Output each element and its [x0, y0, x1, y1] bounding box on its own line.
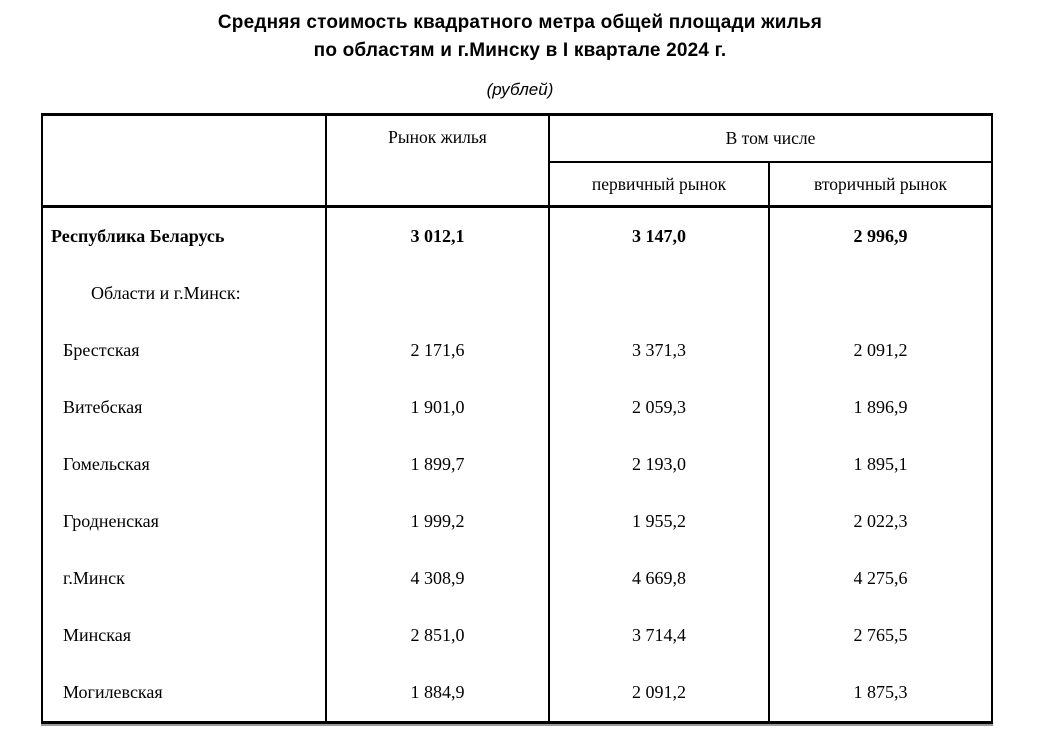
table-header — [42, 115, 992, 207]
value-primary: 2 059,3 — [549, 379, 769, 436]
value-market: 1 899,7 — [326, 436, 549, 493]
value-market: 1 901,0 — [326, 379, 549, 436]
value-primary — [549, 265, 769, 322]
row-label: Могилевская — [42, 664, 326, 723]
table-row-gomelskaya — [42, 436, 992, 493]
table-row-minskaya — [42, 607, 992, 664]
table-row-mogilevskaya — [42, 664, 992, 723]
value-primary: 2 091,2 — [549, 664, 769, 723]
value-primary: 1 955,2 — [549, 493, 769, 550]
section-label: Области и г.Минск: — [42, 265, 326, 322]
value-primary: 3 714,4 — [549, 607, 769, 664]
table-body — [42, 207, 992, 723]
row-label: Гомельская — [42, 436, 326, 493]
row-label: Республика Беларусь — [42, 207, 326, 266]
value-market: 2 851,0 — [326, 607, 549, 664]
col-header-including: В том числе — [549, 115, 992, 163]
value-secondary: 2 996,9 — [769, 207, 992, 266]
value-market: 2 171,6 — [326, 322, 549, 379]
value-primary: 3 371,3 — [549, 322, 769, 379]
value-primary: 3 147,0 — [549, 207, 769, 266]
page-title-line1: Средняя стоимость квадратного метра общей площади жилья — [217, 12, 823, 33]
value-secondary: 2 022,3 — [769, 493, 992, 550]
corner-cell — [42, 115, 326, 207]
row-label: г.Минск — [42, 550, 326, 607]
value-primary: 2 193,0 — [549, 436, 769, 493]
value-primary: 4 669,8 — [549, 550, 769, 607]
housing-price-table — [41, 113, 993, 724]
table-row-grodnenskaya — [42, 493, 992, 550]
table-row-minsk-city — [42, 550, 992, 607]
value-market — [326, 265, 549, 322]
table-row-republic-belarus — [42, 207, 992, 266]
units-note: (рублей) — [486, 80, 554, 99]
row-label: Витебская — [42, 379, 326, 436]
table-row-section-oblasts — [42, 265, 992, 322]
row-label: Гродненская — [42, 493, 326, 550]
value-secondary: 2 091,2 — [769, 322, 992, 379]
value-market: 4 308,9 — [326, 550, 549, 607]
row-label: Брестская — [42, 322, 326, 379]
value-secondary: 2 765,5 — [769, 607, 992, 664]
table-row-vitebskaya — [42, 379, 992, 436]
page-title-line2: по областям и г.Минску в I квартале 2024 г. — [313, 40, 727, 61]
value-market: 1 884,9 — [326, 664, 549, 723]
value-secondary: 1 875,3 — [769, 664, 992, 723]
value-secondary: 4 275,6 — [769, 550, 992, 607]
value-secondary: 1 895,1 — [769, 436, 992, 493]
col-header-primary-market: первичный рынок — [549, 162, 769, 207]
col-header-secondary-market: вторичный рынок — [769, 162, 992, 207]
row-label: Минская — [42, 607, 326, 664]
col-header-market: Рынок жилья — [326, 115, 549, 207]
value-market: 1 999,2 — [326, 493, 549, 550]
table-row-brestskaya — [42, 322, 992, 379]
value-market: 3 012,1 — [326, 207, 549, 266]
value-secondary: 1 896,9 — [769, 379, 992, 436]
value-secondary — [769, 265, 992, 322]
page-title — [0, 0, 1040, 65]
